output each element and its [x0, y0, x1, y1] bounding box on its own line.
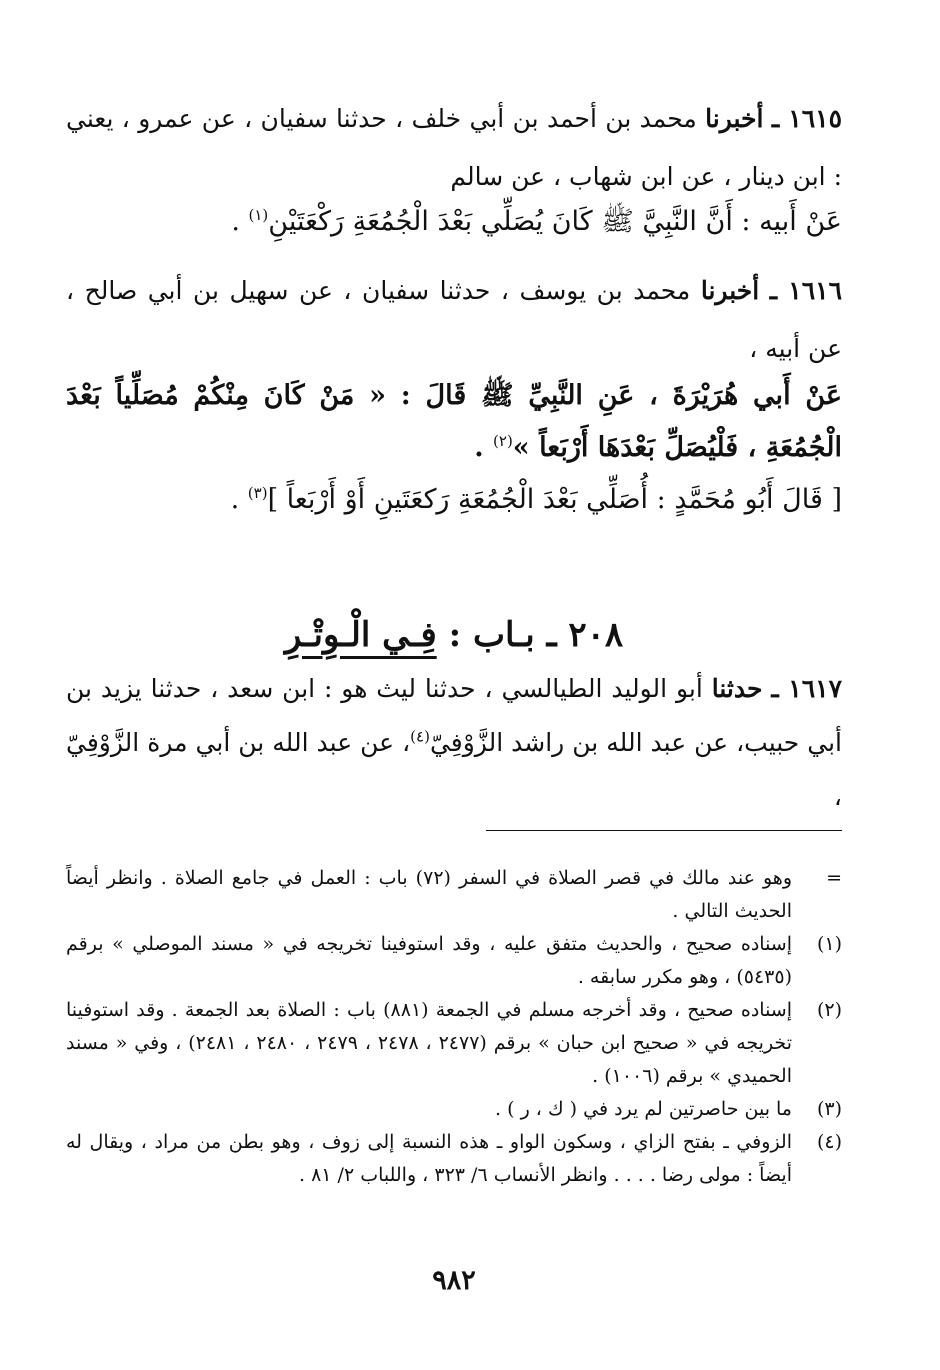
footnote-marker: (١) [816, 933, 842, 955]
footnote-item [66, 1126, 842, 1192]
footnote-text: ما بين حاصرتين لم يرد في ( ك ، ر ) . [495, 1098, 792, 1120]
hadith-chain-text: محمد بن يوسف ، حدثنا سفيان ، عن سهيل بن أبي صالح ، عن أبيه ، [66, 276, 842, 363]
punctuation: . [474, 432, 494, 463]
footnote-ref: (٤) [410, 727, 430, 746]
hadith-chain-text: محمد بن أحمد بن أبي خلف ، حدثنا سفيان ، عن عمرو ، يعني : ابن دينار ، عن ابن شهاب ، عن سالم [66, 104, 842, 191]
hadith-1616-chain [66, 262, 842, 378]
hadith-matn: عَنْ أَبي هُرَيْرَةَ ، عَنِ النَّبِيِّ ﷺ قَالَ : « مَنْ كَانَ مِنْكُمْ مُصَلِّياً بَعْدَ الْجُمُعَةِ ، فَلْيُصَلِّ بَعْدَهَا أَرْبَعاً » [66, 380, 842, 463]
hadith-number: ١٦١٥ ـ [771, 104, 843, 133]
punctuation: . [231, 206, 249, 237]
chapter-title: فِـي الْـوِتْـرِ [284, 615, 437, 655]
hadith-1615-text [66, 196, 842, 248]
hadith-number: ١٦١٧ ـ [771, 674, 843, 703]
footnote-item [66, 862, 842, 928]
hadith-lead-word: أخبرنا [705, 104, 764, 133]
book-page [66, 90, 842, 1310]
hadith-chain-text: ، عن عبد الله بن أبي مرة الزَّوْفِيّ ، [66, 728, 842, 811]
footnotes [66, 862, 842, 1192]
hadith-chain-text: أبو الوليد الطيالسي ، حدثنا ليث هو : ابن سعد ، حدثنا يزيد بن أبي حبيب، عن عبد الله بن راشد الزَّوْفِيّ [66, 674, 842, 757]
chapter-number: ٢٠٨ ـ بـاب : [448, 615, 624, 655]
comment-text: [ قَالَ أَبُو مُحَمَّدٍ : أُصَلِّي بَعْدَ الْجُمُعَةِ رَكعَتَينِ أَوْ أَرْبَعاً ] [267, 484, 842, 515]
footnote-marker: = [826, 867, 842, 889]
footnote-ref: (٢) [493, 432, 513, 450]
footnote-marker: (٣) [816, 1098, 842, 1120]
punctuation: . [230, 484, 248, 515]
footnote-ref: (١) [248, 206, 269, 224]
footnote-ref: (٣) [247, 484, 268, 502]
page-number: ٩٨٢ [432, 1265, 476, 1296]
hadith-1616-text [66, 370, 842, 474]
footnote-text: وهو عند مالك في قصر الصلاة في السفر (٧٢) باب : العمل في جامع الصلاة . وانظر أيضاً الحديث التالي . [66, 867, 792, 922]
footnote-marker: (٢) [816, 999, 842, 1021]
hadith-number: ١٦١٦ ـ [769, 276, 843, 305]
footnote-item [66, 928, 842, 994]
hadith-matn: عَنْ أَبيه : أَنَّ النَّبِيَّ ﷺ كَانَ يُصَلِّي بَعْدَ الْجُمُعَةِ رَكْعَتَيْنِ [268, 206, 842, 237]
hadith-lead-word: أخبرنا [700, 276, 760, 305]
footnote-marker: (٤) [816, 1131, 842, 1153]
hadith-1615-chain [66, 90, 842, 206]
darimi-comment [66, 475, 842, 525]
chapter-heading [66, 610, 842, 660]
footnote-text: إسناده صحيح ، والحديث متفق عليه ، وقد استوفينا تخريجه في « مسند الموصلي » برقم (٥٤٣٥) ، وهو مكرر سابقه . [66, 933, 792, 988]
footnote-item [66, 1093, 842, 1126]
hadith-1617-chain [66, 662, 842, 824]
footnote-divider [486, 830, 842, 831]
footnote-text: إسناده صحيح ، وقد أخرجه مسلم في الجمعة (٨٨١) باب : الصلاة بعد الجمعة . وقد استوفينا تخريجه في « صحيح ابن حبان » برقم (٢٤٧٧ ، ٢٤٧٨ ، ٢٤٧٩ ، ٢٤٨٠ ، ٢٤٨١) ، وفي « مسند الحميدي » برقم (١٠٠٦) . [66, 999, 793, 1087]
footnote-text: الزوفي ـ بفتح الزاي ، وسكون الواو ـ هذه النسبة إلى زوف ، وهو بطن من مراد ، ويقال له أيضاً : مولى رضا . . . . وانظر الأنساب ٦/ ٣٢٣ ، واللباب ٢/ ٨١ . [66, 1131, 792, 1186]
hadith-lead-word: حدثنا [711, 674, 763, 703]
footnote-item [66, 994, 842, 1093]
